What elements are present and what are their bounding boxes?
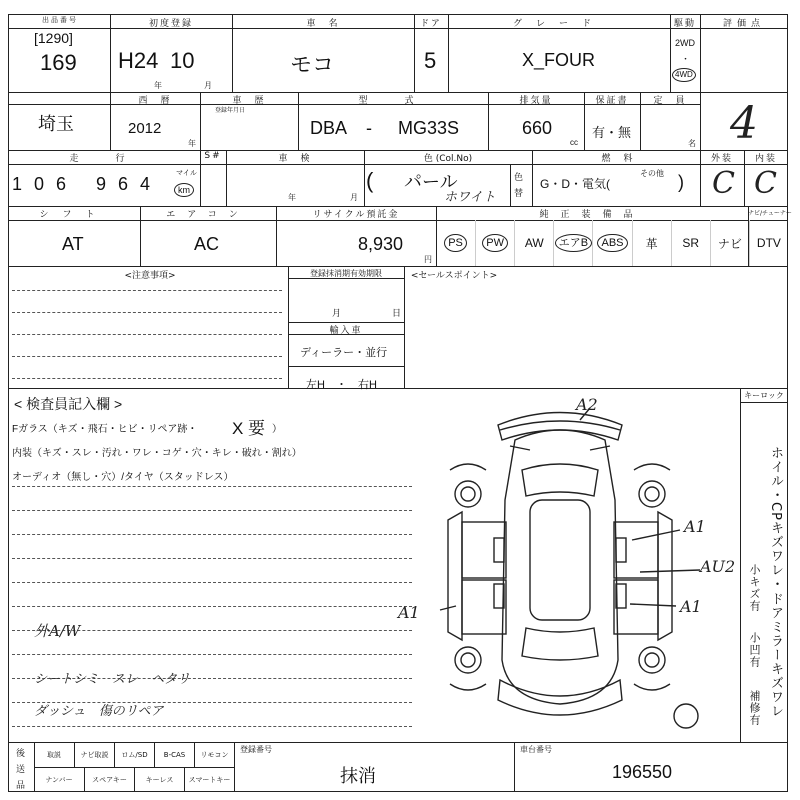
inspection-label: 車 検: [278, 154, 312, 164]
yen-unit: 円: [424, 255, 432, 264]
door-front-left: [462, 522, 506, 578]
after-item: スペアキー: [84, 767, 134, 792]
equipment-label-7: ナビ: [717, 236, 742, 251]
capacity-unit: 名: [688, 139, 696, 148]
equipment-label-3: エアB: [555, 234, 592, 252]
inspector-line-audio: オーディオ（無し・穴）/タイヤ（スタッドレス）: [12, 472, 234, 483]
shift-value: AT: [62, 234, 84, 254]
displacement: 660: [522, 118, 553, 138]
km-unit: km: [174, 183, 194, 197]
mark-au2-right: AU2: [700, 557, 736, 576]
after-item: 取説: [47, 750, 61, 759]
mark-a2-front: A2: [576, 395, 598, 414]
first-reg-era: H24: [118, 48, 159, 73]
equipment-label-8: DTV: [756, 236, 781, 250]
mileage-digit: 0: [34, 174, 45, 194]
color-handwritten: ホワイト: [444, 190, 496, 205]
after-item: スマートキー: [184, 767, 234, 792]
after-label-1: 後: [16, 748, 26, 758]
year-unit: 年: [188, 139, 196, 148]
score-label: 評価点: [722, 19, 765, 29]
after-items-top: [34, 742, 234, 767]
door-rear-right: [614, 580, 658, 634]
handnote-seat-stain: シートシミ スレ ヘタリ: [34, 672, 191, 687]
handnote-alloy-wheel: 外A/W: [34, 622, 81, 640]
history-sub: 登録年月日: [214, 107, 245, 114]
model-prefix: DBA: [310, 118, 348, 138]
roof-panel: [530, 500, 590, 620]
rear-window: [522, 628, 598, 660]
fuel-other: その他: [640, 169, 664, 178]
caution-label: <注意事項>: [124, 271, 176, 281]
door-count: 5: [424, 48, 437, 73]
plate-value: 抹消: [340, 766, 376, 786]
inspection-month-mark: 月: [350, 193, 358, 202]
mileage-digit: 6: [118, 174, 129, 194]
s-label: S#: [204, 151, 222, 161]
deadline-day: 日: [392, 308, 402, 318]
wheel-rear-right: [639, 647, 665, 673]
after-item: ロム/SD: [114, 742, 154, 767]
inspector-title: < 検査員記入欄 >: [14, 396, 123, 412]
car-body-outline: [502, 430, 618, 704]
shift-label: シフト: [39, 210, 109, 220]
mark-a1-right-rear: A1: [680, 597, 702, 616]
wheel-rear-left: [455, 647, 481, 673]
inspection-year-mark: 年: [288, 193, 296, 202]
door-rear-left: [462, 580, 506, 634]
sales-point-label: <セールスポイント>: [410, 271, 498, 281]
steering-option: 左H ・ 右H: [306, 379, 377, 391]
recycle-label: リサイクル預託金: [312, 210, 400, 220]
color-value: パール: [404, 172, 458, 192]
interior-label: 内装: [754, 154, 777, 164]
car-name: モコ: [290, 52, 335, 77]
after-item: B-CAS: [154, 742, 194, 767]
after-item: リモコン: [194, 742, 234, 767]
interior-score: C: [754, 166, 777, 201]
equipment-label-1: PW: [482, 234, 508, 252]
equipment-label-2: AW: [524, 236, 544, 250]
deadline-label: 登録抹消期有効期限: [310, 269, 382, 278]
after-label-3: 品: [16, 780, 26, 790]
color-change-1: 色: [514, 172, 524, 182]
drive-dot: ・: [681, 54, 691, 64]
equipment-label: 純正装備品: [539, 210, 645, 220]
first-reg-month-mark: 月: [204, 81, 212, 90]
exterior-score: C: [712, 166, 735, 201]
displacement-label: 排気量: [519, 96, 553, 106]
mileage-digit: 4: [140, 174, 151, 194]
legend-door-mirror: ドアミラーキズワレ: [768, 592, 783, 718]
mile-unit: マイル: [176, 170, 197, 177]
inspector-glass-close: ）: [272, 424, 282, 435]
deadline-month: 月: [332, 308, 342, 318]
windshield: [522, 464, 598, 496]
recycle-value: 8,930: [358, 234, 404, 254]
inspector-line-glass: Fガラス（キズ・飛石・ヒビ・リペア跡・: [12, 424, 198, 435]
auction-code: [1290]: [34, 30, 73, 46]
mileage-digit: 1: [12, 174, 23, 194]
chassis-value: 196550: [612, 762, 673, 782]
after-item: ナビ取説: [74, 742, 114, 767]
lot-number: 169: [40, 50, 77, 75]
after-items-bottom: [34, 767, 234, 792]
door-label: ドア: [420, 19, 442, 29]
legend-wheel-cp: ホイル・CPキズワレ・: [768, 446, 783, 591]
equipment-label-0: PS: [444, 234, 467, 252]
history-label: 車 歴: [232, 96, 266, 106]
name-label: 車 名: [306, 19, 340, 29]
warranty-value: 有・無: [592, 125, 632, 140]
after-item: ナンバー: [45, 775, 73, 784]
mileage-digit: 6: [56, 174, 67, 194]
color-label: 色 (Col.No): [423, 154, 473, 164]
first-reg-label: 初度登録: [148, 19, 193, 29]
nav-tuner-label: ナビ/チューナー: [748, 210, 792, 217]
color-change-2: 替: [514, 188, 524, 198]
warranty-label: 保証書: [595, 96, 629, 106]
equipment-label-4: ABS: [597, 234, 627, 252]
fuel-close: ): [678, 172, 684, 192]
legend-repaired: 補修有: [748, 690, 761, 726]
equipment-label-6: SR: [682, 236, 700, 250]
model-dash: -: [366, 118, 372, 138]
after-label-2: 送: [16, 764, 26, 774]
year-label: 西 暦: [138, 96, 172, 106]
first-reg-month: 10: [170, 48, 195, 73]
capacity-label: 定 員: [653, 96, 687, 106]
legend-small-dent: 小凹有: [748, 632, 761, 668]
dealer-option: ディーラー・並行: [300, 347, 388, 359]
drive-4wd: 4WD: [672, 68, 696, 82]
handnote-dash-repair: ダッシュ 傷のリペア: [34, 704, 164, 719]
mileage-label: 走 行: [69, 154, 139, 164]
exterior-label: 外装: [710, 154, 733, 164]
first-reg-year-mark: 年: [154, 81, 162, 90]
region: 埼玉: [38, 114, 74, 134]
wheel-front-left: [455, 481, 481, 507]
western-year: 2012: [128, 120, 162, 137]
mark-a1-right-front: A1: [684, 517, 706, 536]
rear-bumper: [498, 680, 622, 715]
mark-a1-left: A1: [398, 603, 420, 622]
after-item: キーレス: [134, 767, 184, 792]
fuel-options: G・D・電気(: [540, 177, 610, 191]
paren-open: (: [366, 168, 374, 193]
grade-label: グレード: [512, 19, 605, 29]
equipment-label-5: 革: [645, 236, 658, 251]
mileage-digit: 9: [96, 174, 107, 194]
import-label: 輸入車: [329, 326, 363, 336]
model-code: MG33S: [398, 118, 460, 138]
inspector-glass-mark: X 要: [232, 419, 266, 438]
inspector-line-interior: 内装（キズ・スレ・汚れ・ワレ・コゲ・穴・キレ・破れ・割れ）: [12, 448, 302, 459]
legend-small-scratch: 小キズ有: [748, 564, 761, 612]
model-label: 型 式: [358, 96, 428, 106]
wheel-front-right: [639, 481, 665, 507]
drive-label: 駆動: [673, 19, 696, 29]
key-lock-circle: [674, 704, 698, 728]
grade-value: X_FOUR: [522, 50, 596, 70]
ac-label: エアコン: [166, 210, 250, 220]
evaluation-score: 4: [730, 98, 758, 149]
cc-unit: cc: [570, 138, 578, 147]
plate-label: 登録番号: [240, 745, 272, 754]
fuel-label: 燃 料: [601, 154, 635, 164]
chassis-label: 車台番号: [520, 745, 552, 754]
door-front-right: [614, 522, 658, 578]
key-lock-label: キーロック: [744, 391, 784, 400]
ac-value: AC: [194, 234, 220, 254]
lot-no-label: 出品番号: [42, 16, 78, 24]
drive-2wd: 2WD: [675, 38, 695, 48]
